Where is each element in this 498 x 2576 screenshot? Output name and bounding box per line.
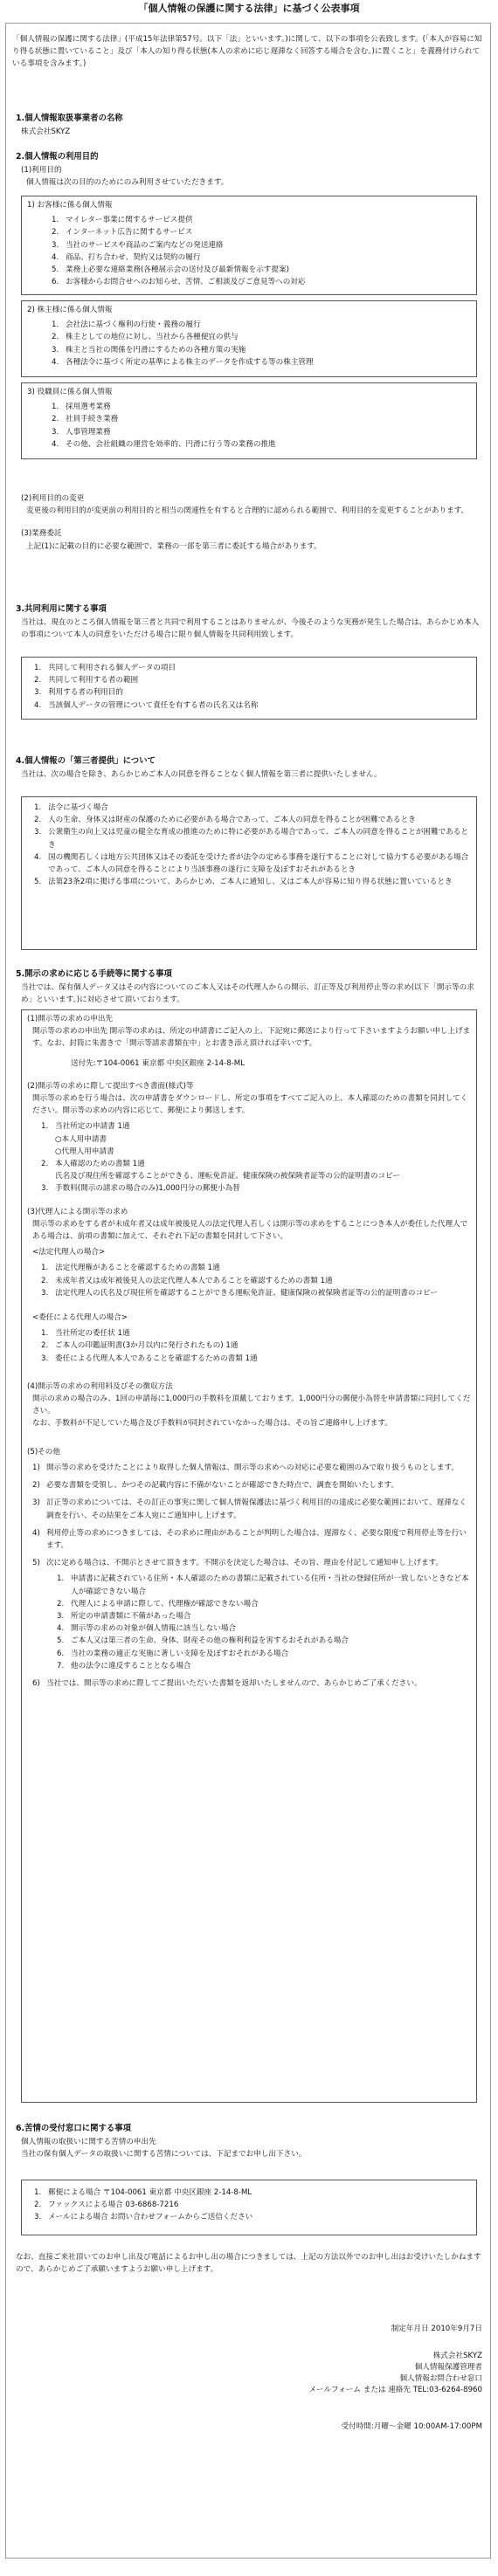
outsourcing-text: 上記(1)に記載の目的に必要な範囲で、業務の一部を第三者に委託する場合があります。 [26, 541, 322, 551]
list-item: 6. 当社の業務の適正な実施に著しい支障を及ぼすおそれがある場合 [57, 1649, 289, 1658]
legal-agent-label: <法定代理人の場合> [32, 1248, 106, 1257]
list-item: 1) 開示等の求めを受けたことにより取得した個人情報は、開示等の求めへの対応に必要な範囲のみで取り扱うものとします。 [32, 1463, 459, 1472]
section-1-heading: 1.個人情報取扱事業者の名称 [16, 114, 123, 123]
company-name: 株式会社SKYZ [21, 127, 71, 136]
agent-request-text: 開示等の求めをする者が未成年者又は成年被後見人の法定代理人若しくは開示等の求めをすることにつき本人が委任した代理人である場合は、前項の書類に加えて、それぞれ下記の書類を同封して下さい。 [32, 1219, 468, 1242]
list-item: 2. ファックスによる場合 03-6868-7216 [34, 2201, 179, 2210]
legal-agent-list [41, 1262, 471, 1299]
established-date: 制定年月日 2010年9月7日 [391, 2325, 482, 2333]
list-item: 2. 人の生命、身体又は財産の保護のために必要がある場合であって、ご本人の同意を得ることが困難であるとき [34, 816, 416, 825]
list-item: 2. 株主としての地位に対し、当社から各種便宜の供与 [52, 333, 239, 342]
delegated-agent-label: <委任による代理人の場合> [32, 1313, 128, 1323]
list-item: 3. 手数料(開示の請求の場合のみ)1,000円分の郵便小為替 [41, 1184, 240, 1194]
section-3 [16, 603, 482, 641]
list-item: 5) 次に定める場合は、不開示とさせて頂きます。不開示を決定した場合は、その旨、理由を付記して通知申し上げます。 [32, 1559, 444, 1568]
footer-desk: 個人情報お問合わせ窓口 [399, 2374, 482, 2383]
list-item: 1. マイレター事業に関するサービス提供 [52, 216, 193, 225]
complaint-note: なお、直接ご来社頂いてのお申し出及び電話によるお申し出の場合につきましては、上記の方法以外でのお申し出はお受けいたしかねますので、あらかじめご了承願いますようお願い申し上げます。 [16, 2253, 481, 2275]
list-item: 7. 他の法令に違反することとなる場合 [57, 1661, 191, 1670]
list-item: 3. 当社のサービスや商品のご案内などの発送連絡 [52, 240, 224, 250]
list-item: 1. 共同して利用される個人データの項目 [34, 664, 176, 672]
intro-paragraph: 「個人情報の保護に関する法律」(平成15年法律第57号。以下「法」といいます。)に関して、以下の事項を公表致します。(「本人が容易に知り得る状態に置いていること」及び「本人の知り得る状態(本人の求めに応じ遅滞なく回答する場合を含む。)に置くこと」を義務付けられている事項を含みます。) [12, 35, 482, 69]
third-party-box [21, 796, 477, 950]
outsourcing-heading: (3)業務委託 [21, 529, 62, 539]
section-1 [16, 112, 482, 138]
employee-purpose-list [52, 401, 471, 451]
list-item: 3. 利用する者の利用目的 [34, 688, 123, 698]
third-party-text: 当社は、次の場合を除き、あらかじめご本人の同意を得ることなく個人情報を第三者に提供いたしません。 [21, 770, 382, 779]
customer-info-box [21, 196, 477, 295]
list-item: 5. 法第23条2項に掲げる事項について、あらかじめ、ご本人に通知し、又はご本人が容易に知り得る状態に置いているとき [34, 878, 453, 887]
purpose-change-block [16, 492, 484, 553]
list-item: 1. 郵便による場合 〒104-0061 東京都 中央区銀座 2-14-8-ML [34, 2188, 252, 2197]
disclosure-intro: 当社では、保有個人データ又はその内容についてのご本人又はその代理人からの開示、訂正等及び利用停止等の求め(以下「開示等の求め」といいます。)に対応させて頂いております。 [21, 983, 474, 1005]
document-title: 「個人情報の保護に関する法律」に基づく公表事項 [138, 3, 360, 14]
other-list [32, 1462, 471, 1569]
list-item: 4. その他、会社組織の運営を効率的、円滑に行う等の業務の推進 [52, 439, 276, 449]
purpose-text: 個人情報は次の目的のためにのみ利用させていただきます。 [26, 178, 229, 188]
mailing-address: 送付先:〒104-0061 東京都 中央区銀座 2-14-8-ML [71, 1058, 245, 1068]
list-item: 3. 所定の申請書類に不備があった場合 [57, 1611, 191, 1621]
disclosure-box [21, 1009, 477, 2103]
list-item: 1. 採用選考業務 [52, 403, 111, 412]
fee-text: 開示の求めの場合のみ、1回の申請毎に1,000円の手数料を頂戴しております。1,000円分の郵便小為替を申請書類に同封してください。 [32, 1395, 471, 1416]
third-party-list [34, 802, 471, 888]
list-item: 5. 業務上必要な連絡業務(各種展示会の送付及び最新情報を示す提案) [52, 265, 289, 275]
required-documents-heading: (2)開示等の求めに際して提出すべき書面(様式)等 [27, 1081, 194, 1091]
list-item: 1. 当社所定の委任状 1通 [41, 1329, 130, 1339]
list-item: 3. 法定代理人の氏名及び現住所を確認することができる運転免許証、健康保険の被保険者証等の公的証明書のコピー [41, 1288, 438, 1298]
footer-company: 株式会社SKYZ [432, 2352, 482, 2360]
list-item: 1. 会社法に基づく権利の行使・義務の履行 [52, 320, 201, 330]
list-item: 1. 申請書に記載されている住所・本人確認のための書類に記載されている住所・当社の登録住所が一致しないときなど本人が確認できない場合 [57, 1574, 469, 1596]
list-item: 2) 必要な書類を受領し、かつその記載内容に不備がないことが確認できた時点で、調査を開始いたします。 [32, 1481, 399, 1491]
joint-use-text: 当社は、現在のところ個人情報を第三者と共同で利用することはありませんが、今後そのような実務が発生した場合は、あらかじめ本人の事項について本人の同意をいただける場合に限り個人情報を共同利用致します。 [21, 618, 480, 640]
purpose-change-text: 変更後の利用目的が変更前の利用目的と相当の関連性を有すると合理的に認められる範囲で、利用目的を変更することがあります。 [26, 506, 469, 516]
list-item: 1. 当社所定の申請書 1通 [41, 1122, 130, 1132]
list-item: 4. 各種法令に基づく所定の基準による株主のデータを作成する等の株主管理 [52, 357, 314, 367]
list-item: ○本人用申請書 [55, 1134, 107, 1144]
list-item: 2. 代理人による申請に際して、代理権が確認できない場合 [57, 1599, 259, 1608]
joint-use-list [34, 662, 471, 712]
list-item: 4. 開示等の求めの対象が個人情報に該当しない場合 [57, 1624, 237, 1634]
list-item: 4. 当該個人データの管理について責任を有する者の氏名又は名称 [34, 700, 259, 710]
list-item: 4. 商品、打ち合わせ、契約又は契約の履行 [52, 252, 201, 262]
list-item: 2. 本人確認のための書類 1通 [41, 1160, 145, 1169]
list-item: 3. 株主と当社の関係を円滑にするための各種方策の実施 [52, 345, 246, 355]
list-item: 2. ご本人の印鑑証明書(3か月以内に発行されたもの) 1通 [41, 1341, 239, 1351]
list-item: 3. 人事管理業務 [52, 427, 111, 437]
section-6-heading: 6.苦情の受付窓口に関する事項 [16, 2124, 131, 2133]
complaint-text: 当社の保有個人データの取扱いに関する苦情については、下記までお申し出下さい。 [21, 2150, 307, 2159]
delegated-agent-list [41, 1327, 471, 1365]
list-item: 氏名及び現住所を確認することができる、運転免許証、健康保険の被保険者証等の公的証明書のコピー [55, 1172, 400, 1181]
request-destination-text: 開示等の求めの申出先 開示等の求めは、所定の申請書にご記入の上、下記宛に郵送により行って下さいますようお願い申し上げます。なお、封筒に朱書きで「開示等請求書類在中」とお書き添え頂ければ幸いです。 [32, 1027, 471, 1049]
customer-group-label: 1) お客様に係る個人情報 [27, 201, 113, 210]
purpose-heading: (1)利用目的 [21, 166, 62, 175]
employee-info-box [21, 382, 477, 459]
section-2-heading: 2.個人情報の利用目的 [16, 152, 99, 162]
joint-use-box [21, 657, 477, 720]
section-6 [16, 2122, 482, 2160]
employee-group-label: 3) 役職員に係る個人情報 [27, 388, 113, 396]
list-item: 3. メールによる場合 お問い合わせフォームからご送信ください [34, 2213, 253, 2222]
list-item: 4. 国の機関若しくは地方公共団体又はその委託を受けた者が法令の定める事務を遂行することに対して協力する必要がある場合であって、ご本人の同意を得ることにより当該事務の遂行に支障を及ぼすおそれがあるとき [34, 852, 469, 875]
footer-manager: 個人情報保護管理者 [414, 2363, 482, 2372]
footer-contact-block [308, 2351, 482, 2396]
section-2 [16, 150, 482, 189]
list-item: 3) 訂正等の求めについては、その訂正の事実に関して個人情報保護法に基づく利用目的の達成に必要な範囲において、遅滞なく調査を行い、その結果をご本人宛にご通知申し上げます。 [32, 1498, 467, 1520]
shareholder-info-box [21, 300, 477, 377]
shareholder-purpose-list [52, 319, 471, 368]
list-item: ○代理人用申請書 [55, 1147, 114, 1156]
list-item: 6. お客様からお問合せへのお知らせ、苦情、ご相談及びご意見等への対応 [52, 278, 306, 287]
list-item: 2. 社員手続き業務 [52, 415, 119, 424]
fee-heading: (4)開示等の求めの利用料及びその徴収方法 [27, 1381, 173, 1391]
request-destination-heading: (1)開示等の求めの申出先 [27, 1015, 114, 1023]
section-3-heading: 3.共同利用に関する事項 [16, 604, 107, 614]
list-item: 2. 共同して利用する者の範囲 [34, 676, 139, 685]
list-item: 4) 利用停止等の求めにつきましては、その求めに理由があることが判明した場合は、遅滞なく、必要な限度で利用停止等を行います。 [32, 1528, 467, 1550]
required-documents-list [41, 1120, 471, 1195]
fee-note: なお、手数料が不足していた場合及び手数料が同封されていなかった場合は、その旨ご連絡申し上げます。 [32, 1419, 392, 1429]
list-item: 5. ご本人又は第三者の生命、身体、財産その他の権利利益を害するおそれがある場合 [57, 1636, 349, 1646]
purpose-change-heading: (2)利用目的の変更 [21, 494, 85, 503]
shareholder-group-label: 2) 株主様に係る個人情報 [27, 306, 113, 314]
other-list-cont [32, 1677, 471, 1690]
section-5-heading: 5.開示の求めに応じる手続等に関する事項 [16, 969, 172, 979]
complaint-contact-list [34, 2187, 471, 2224]
section-5 [16, 968, 482, 1006]
footer-hours: 受付時間:月曜～金曜 10:00AM-17:00PM [341, 2422, 482, 2431]
list-item: 1. 法定代理権があることを確認するための書類 1通 [41, 1264, 220, 1273]
list-item: 6) 当社では、開示等の求めに際してご提出いただいた書類を返却いたしませんので、あらかじめご了承ください。 [32, 1678, 422, 1688]
section-4-heading: 4.個人情報の「第三者提供」について [16, 756, 156, 766]
list-item: 3. 公衆衛生の向上又は児童の健全な育成の推進のために特に必要がある場合であって、ご本人の同意を得ることが困難であるとき [34, 828, 468, 850]
section-4 [16, 754, 482, 781]
list-item: 1. 法令に基づく場合 [34, 803, 108, 812]
other-heading: (5)その他 [27, 1447, 60, 1457]
required-documents-text: 開示等の求めを行う場合は、次の申請書をダウンロードし、所定の事項をすべてご記入の上、本人確認のための書類を同封してください。開示等の求めの内容に応じて、郵便により郵送します。 [32, 1094, 468, 1116]
list-item: 2. インターネット広告に関するサービス [52, 228, 193, 238]
list-item: 2. 未成年者又は成年被後見人の法定代理人本人であることを確認するための書類 1通 [41, 1276, 333, 1285]
agent-request-heading: (3)代理人による開示等の求め [27, 1207, 128, 1216]
list-item: 3. 委任による代理人本人であることを確認するための書類 1通 [41, 1353, 258, 1363]
footer-contact: メールフォーム または 連絡先 TEL:03-6264-8960 [308, 2386, 482, 2394]
complaint-subheading: 個人情報の取扱いに関する苦情の申出先 [21, 2138, 156, 2146]
customer-purpose-list [52, 214, 471, 288]
non-disclosure-list [57, 1573, 471, 1672]
complaint-contact-box [21, 2180, 477, 2235]
